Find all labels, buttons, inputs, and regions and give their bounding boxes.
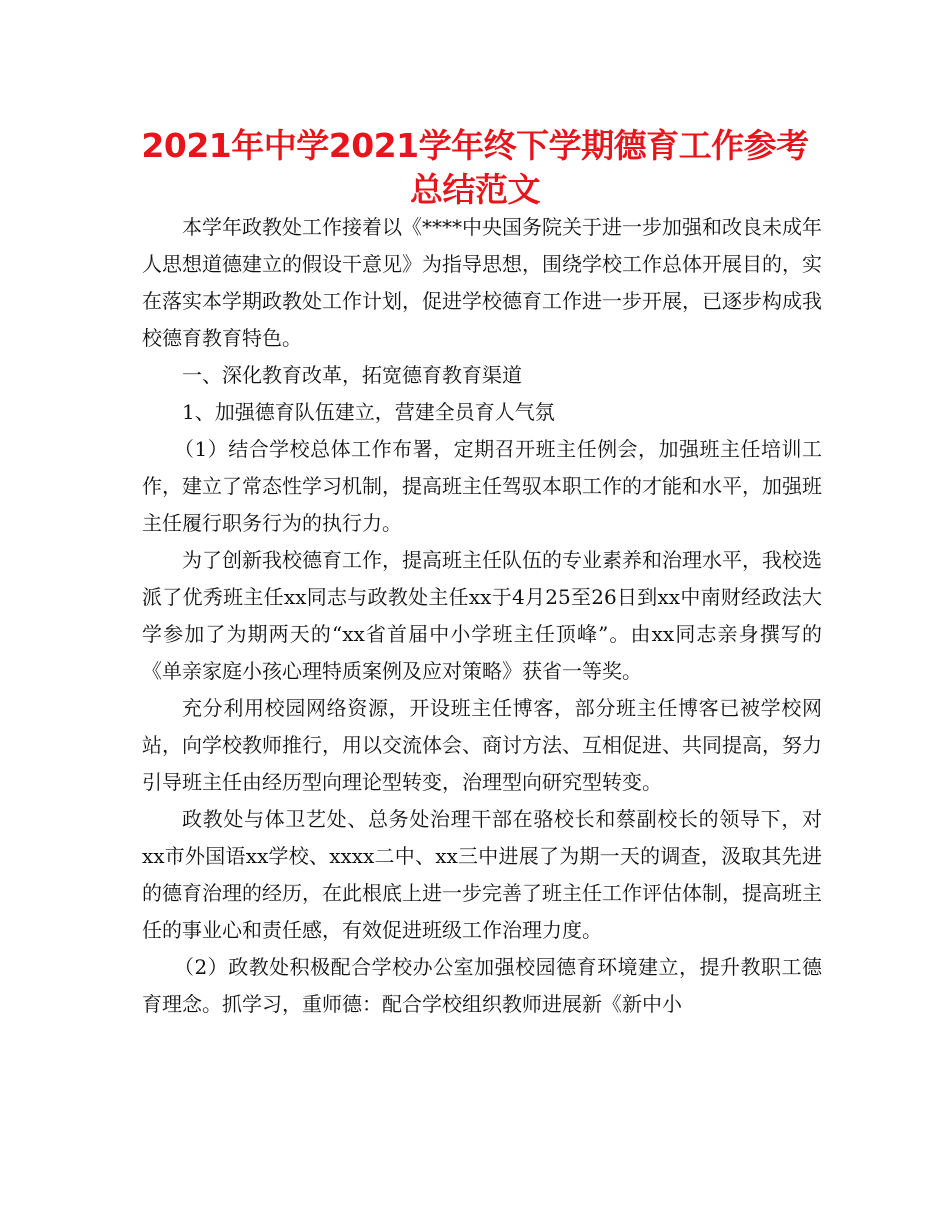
paragraph-intro: 本学年政教处工作接着以《****中央国务院关于进一步加强和改良未成年人思想道德建立的假设干意见》为指导思想，围绕学校工作总体开展目的，实在落实本学期政教处工作计划，促进学校德育工作进一步开展，已逐步构成我校德育教育特色。 xyxy=(142,215,822,350)
paragraph-item-2: （2）政教处积极配合学校办公室加强校园德育环境建立，提升教职工德育理念。抓学习，重师德：配合学校组织教师进展新《新中小 xyxy=(142,955,822,1016)
paragraph-blog: 充分利用校园网络资源，开设班主任博客，部分班主任博客已被学校网站，向学校教师推行，用以交流体会、商讨方法、互相促进、共同提高，努力引导班主任由经历型向理论型转变，治理型向研究型转变。 xyxy=(142,696,822,794)
document-body xyxy=(142,209,822,1023)
section-heading-1: 一、深化教育改革，拓宽德育教育渠道 xyxy=(182,363,522,387)
document-title-line-2: 总结范文 xyxy=(410,170,540,209)
subsection-heading-1: 1、加强德育队伍建立，营建全员育人气氛 xyxy=(182,400,555,424)
paragraph-training: 为了创新我校德育工作，提高班主任队伍的专业素养和治理水平，我校选派了优秀班主任xx同志与政教处主任xx于4月25至26日到xx中南财经政法大学参加了为期两天的“xx省首届中小学班主任顶峰”。由xx同志亲身撰写的《单亲家庭小孩心理特质案例及应对策略》获省一等奖。 xyxy=(142,548,822,683)
paragraph-survey: 政教处与体卫艺处、总务处治理干部在骆校长和蔡副校长的领导下，对xx市外国语xx学校、xxxx二中、xx三中进展了为期一天的调查，汲取其先进的德育治理的经历，在此根底上进一步完善了班主任工作评估体制，提高班主任的事业心和责任感，有效促进班级工作治理力度。 xyxy=(142,807,822,942)
document-title-line-1: 2021年中学2021学年终下学期德育工作参考 xyxy=(141,126,809,165)
paragraph-item-1: （1）结合学校总体工作布署，定期召开班主任例会，加强班主任培训工作，建立了常态性学习机制，提高班主任驾驭本职工作的才能和水平，加强班主任履行职务行为的执行力。 xyxy=(142,437,822,535)
